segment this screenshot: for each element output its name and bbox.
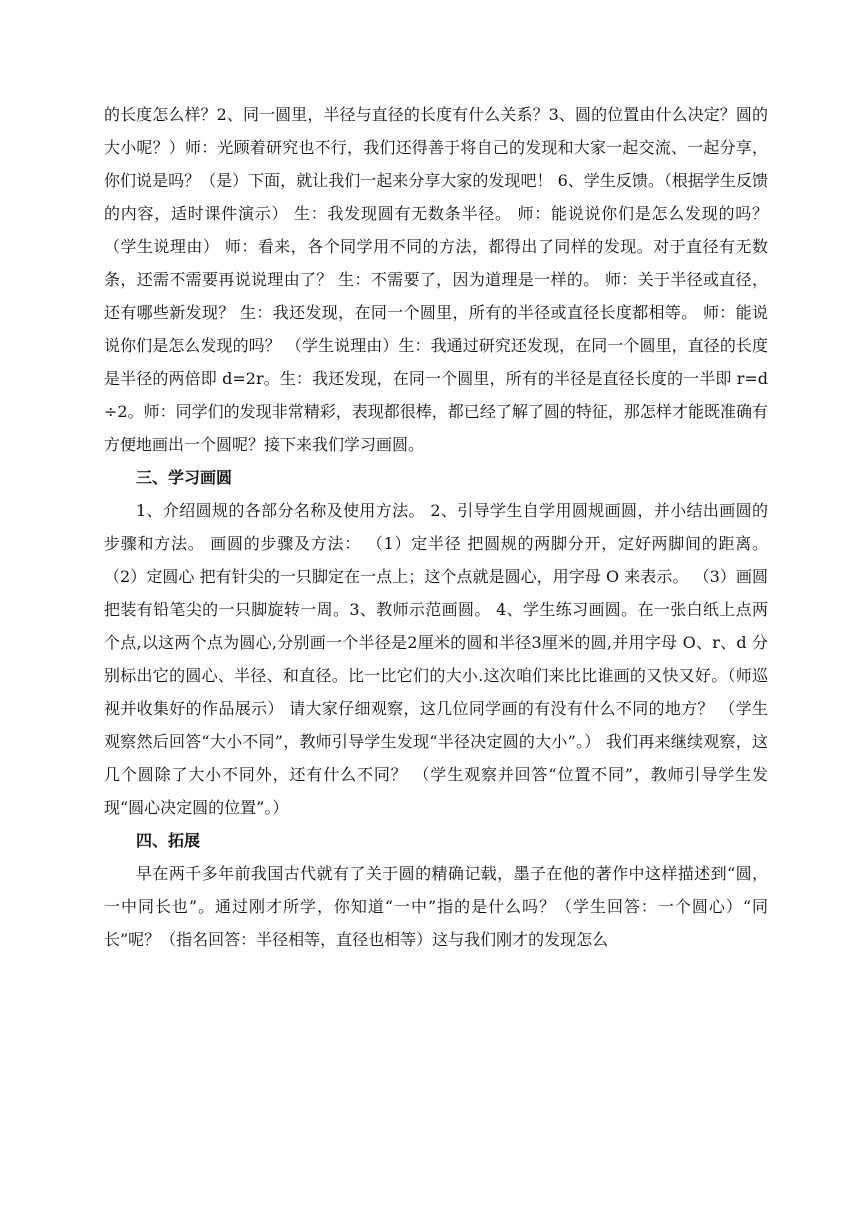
paragraph-continuation: 的长度怎么样？2、同一圆里，半径与直径的长度有什么关系？3、圆的位置由什么决定？圆的大小呢？）师：光顾着研究也不行，我们还得善于将自己的发现和大家一起交流、一起分享，你们说是吗？（是）下面，就让我们一起来分享大家的发现吧！ 6、学生反馈。（根据学生反馈的内容，适时课件演示） 生：我发现圆有无数条半径。 师：能说说你们是怎么发现的吗？ （学生说理由） 师：看来，各个同学用不同的方法，都得出了同样的发现。对于直径有无数条，还需不需要再说说理由了？ 生：不需要了，因为道理是一样的。 师：关于半径或直径，还有哪些新发现？ 生：我还发现，在同一个圆里，所有的半径或直径长度都相等。 师：能说说你们是怎么发现的吗？ （学生说理由）生：我通过研究还发现，在同一个圆里，直径的长度是半径的两倍即 d=2r。生：我还发现，在同一个圆里，所有的半径是直径长度的一半即 r=d÷2。师：同学们的发现非常精彩，表现都很棒，都已经了解了圆的特征，那怎样才能既准确有方便地画出一个圆呢？接下来我们学习画圆。 <box>104 105 768 454</box>
section-heading-extension: 四、拓展 <box>136 831 201 850</box>
document-body <box>104 98 768 956</box>
paragraph-drawing-circles: 1、介绍圆规的各部分名称及使用方法。 2、引导学生自学用圆规画圆，并小结出画圆的步骤和方法。 画圆的步骤及方法： （1）定半径 把圆规的两脚分开，定好两脚间的距离。 （2）定圆心 把有针尖的一只脚定在一点上；这个点就是圆心，用字母 O 来表示。 （3）画圆 把装有铅笔尖的一只脚旋转一周。3、教师示范画圆。 4、学生练习画圆。在一张白纸上点两个点,以这两个点为圆心,分别画一个半径是2厘米的圆和半径3厘米的圆,并用字母 O、r、d 分别标出它的圆心、半径、和直径。比一比它们的大小.这次咱们来比比谁画的又快又好。（师巡视并收集好的作品展示） 请大家仔细观察，这几位同学画的有没有什么不同的地方？ （学生观察然后回答“大小不同”，教师引导学生发现“半径决定圆的大小”。） 我们再来继续观察，这几个圆除了大小不同外，还有什么不同？ （学生观察并回答“位置不同”，教师引导学生发现“圆心决定圆的位置”。） <box>104 501 768 817</box>
section-heading-drawing-circles: 三、学习画圆 <box>136 468 233 487</box>
paragraph-extension: 早在两千多年前我国古代就有了关于圆的精确记载，墨子在他的著作中这样描述到“圆，一中同长也”。通过刚才所学，你知道“一中”指的是什么吗？（学生回答：一个圆心）“同长”呢？（指名回答：半径相等，直径也相等）这与我们刚才的发现怎么 <box>104 864 768 949</box>
